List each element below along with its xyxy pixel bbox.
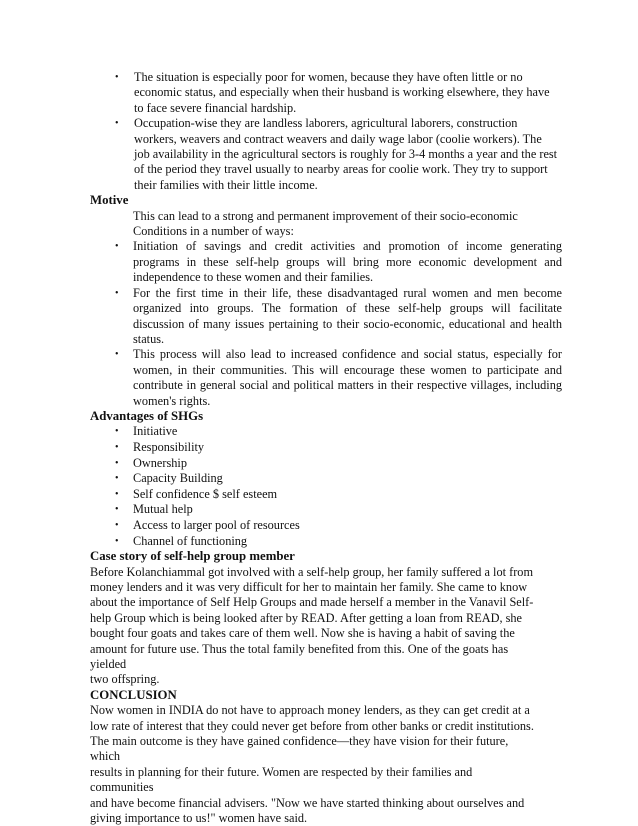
bullet-text: Self confidence $ self esteem (133, 486, 278, 501)
text-line: The main outcome is they have gained confidence—they have vision for their future, which (90, 733, 509, 764)
bullet-text: Initiative (133, 424, 178, 439)
list-item (0, 239, 638, 285)
text-line: low rate of interest that they could never get before from other banks or credit institutions. (90, 718, 534, 733)
list-item (0, 471, 638, 487)
case-story-paragraph (0, 565, 638, 688)
list-item (0, 116, 638, 193)
bullet-text: The situation is especially poor for women, because they have often little or no economic status, and especially when their husband is working elsewhere, they have to face severe financial hardship. (134, 70, 550, 115)
bullet-text: Occupation-wise they are landless laborers, agricultural laborers, construction workers, weavers and contract weavers and daily wage labor (coolie workers). The job availability in the agricultural sectors is roughly for 3-4 months a year and the rest of the period they travel usually to nearby areas for coolie work. They try to support their families with their little income. (134, 116, 558, 192)
bullet-icon: • (115, 519, 119, 531)
motive-intro (0, 209, 638, 240)
text-line: Conditions in a number of ways: (133, 224, 294, 239)
list-item (0, 286, 638, 348)
advantages-list (0, 424, 638, 549)
text-line: Before Kolanchiammal got involved with a self-help group, her family suffered a lot from (90, 564, 534, 579)
text-line: Now women in INDIA do not have to approach money lenders, as they can get credit at a (90, 703, 530, 718)
motive-heading: Motive (90, 193, 129, 208)
text-line: amount for future use. Thus the total family benefited from this. One of the goats has yielded (90, 641, 509, 671)
list-item (0, 456, 638, 472)
bullet-icon: • (115, 287, 119, 299)
bullet-text: Capacity Building (133, 471, 223, 486)
case-story-heading: Case story of self-help group member (90, 549, 295, 564)
bullet-icon: • (115, 118, 119, 130)
document-body (0, 70, 638, 826)
bullet-text: Mutual help (133, 502, 193, 517)
text-line: help Group which is being looked after by READ. After getting a loan from READ, she (90, 610, 523, 625)
bullet-text: This process will also lead to increased confidence and social status, especially for women, in their communities. This will encourage these women to participate and contribute in general social and political matters in their respective villages, including women's rights. (133, 347, 562, 408)
bullet-icon: • (115, 426, 119, 438)
conclusion-paragraph (0, 703, 638, 826)
text-line: money lenders and it was very difficult for her to maintain her family. She came to know (90, 579, 528, 594)
bullet-text: Access to larger pool of resources (133, 517, 300, 532)
bullet-icon: • (115, 441, 119, 453)
bullet-icon: • (115, 535, 119, 547)
bullet-icon: • (115, 488, 119, 500)
text-line: and have become financial advisers. "Now we have started thinking about ourselves and (90, 795, 525, 810)
bullet-icon: • (115, 349, 119, 361)
list-item (0, 487, 638, 503)
list-item (0, 534, 638, 550)
list-item (0, 424, 638, 440)
bullet-icon: • (115, 473, 119, 485)
advantages-heading: Advantages of SHGs (90, 408, 204, 423)
text-line: two offspring. (90, 672, 160, 687)
text-line: bought four goats and takes care of them well. Now she is having a habit of saving the (90, 626, 515, 641)
bullet-text: For the first time in their life, these disadvantaged rural women and men become organized into groups. The formation of these self-help groups will facilitate discussion of many issues pertaining to their socio-economic, educational and health status. (133, 285, 562, 346)
bullet-icon: • (115, 72, 119, 83)
text-line: results in planning for their future. Women are respected by their families and communities (90, 764, 473, 795)
intro-bullet-list (0, 70, 638, 193)
conclusion-heading: CONCLUSION (90, 687, 177, 702)
list-item (0, 70, 638, 116)
bullet-icon: • (115, 241, 119, 253)
text-line: giving importance to us!" women have said. (90, 811, 308, 825)
bullet-icon: • (115, 504, 119, 516)
bullet-text: Responsibility (133, 439, 205, 454)
list-item (0, 440, 638, 456)
list-item (0, 518, 638, 534)
bullet-text: Initiation of savings and credit activities and promotion of income generating programs in these self-help groups will bring more economic development and independence to these women and their families. (133, 239, 562, 285)
bullet-text: Channel of functioning (133, 533, 248, 548)
motive-bullet-list (0, 239, 638, 408)
bullet-icon: • (115, 457, 119, 469)
bullet-text: Ownership (133, 455, 187, 470)
text-line: This can lead to a strong and permanent improvement of their socio-economic (133, 208, 518, 223)
text-line: about the importance of Self Help Groups and made herself a member in the Vanavil Self- (90, 595, 534, 610)
list-item (0, 502, 638, 518)
list-item (0, 347, 638, 409)
